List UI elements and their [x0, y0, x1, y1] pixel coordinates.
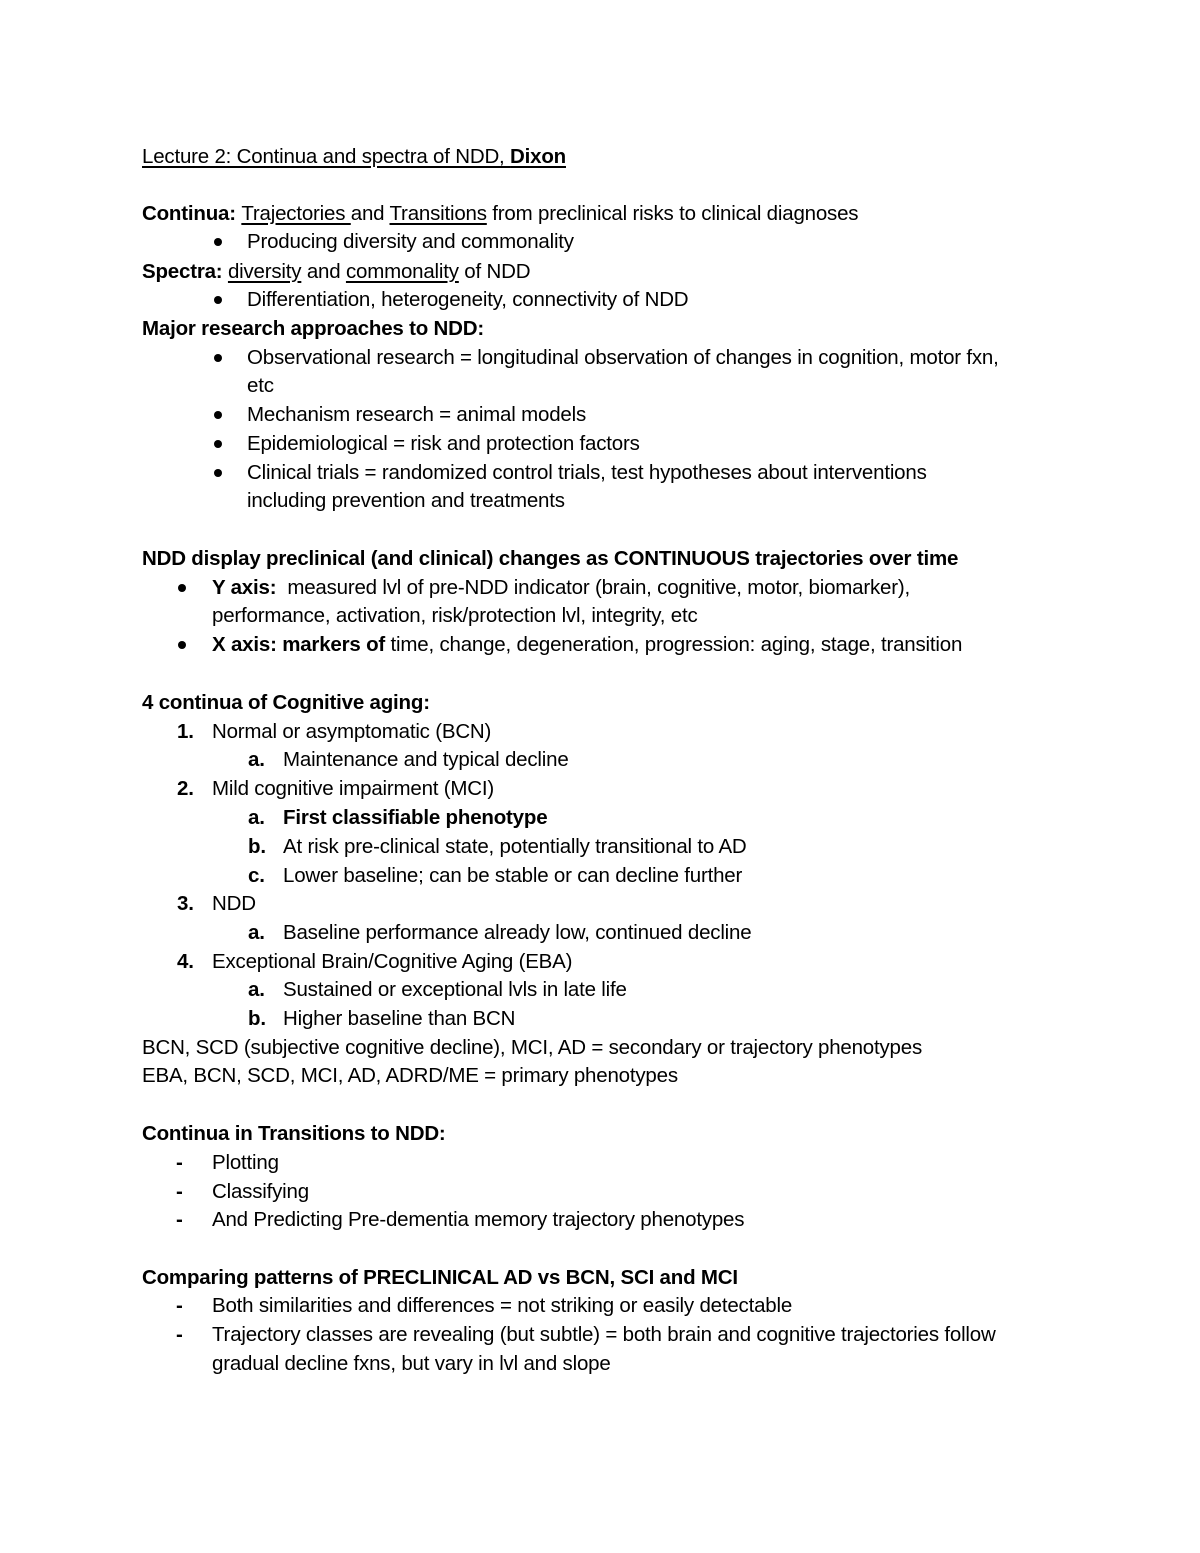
sublist-letter: a. [248, 748, 265, 771]
dash-marker: - [176, 1323, 183, 1346]
sublist-letter: a. [248, 921, 265, 944]
sublist-letter: a. [248, 806, 265, 829]
dash-marker: - [176, 1294, 183, 1317]
list-item: Classifying [212, 1180, 309, 1203]
bullet-icon [214, 238, 222, 246]
list-item: Plotting [212, 1151, 279, 1174]
list-number: 1. [177, 720, 194, 743]
sublist-letter: b. [248, 835, 266, 858]
spectra-definition: Spectra: diversity and commonality of NDD [142, 260, 531, 283]
list-item-continued: performance, activation, risk/protection lvl, integrity, etc [212, 604, 698, 627]
sublist-letter: a. [248, 978, 265, 1001]
list-item: Both similarities and differences = not striking or easily detectable [212, 1294, 793, 1317]
list-number: 4. [177, 950, 194, 973]
bullet-icon [214, 354, 222, 362]
list-item: First classifiable phenotype [283, 806, 548, 829]
sublist-letter: b. [248, 1007, 266, 1030]
list-item: Trajectory classes are revealing (but subtle) = both brain and cognitive trajectories follow [212, 1323, 996, 1346]
list-item: At risk pre-clinical state, potentially transitional to AD [283, 835, 747, 858]
bullet-icon [214, 296, 222, 304]
list-number: 2. [177, 777, 194, 800]
list-item: Baseline performance already low, continued decline [283, 921, 752, 944]
list-item: X axis: markers of time, change, degeneration, progression: aging, stage, transition [212, 633, 963, 656]
list-item: Lower baseline; can be stable or can decline further [283, 864, 743, 887]
list-item-continued: gradual decline fxns, but vary in lvl and slope [212, 1352, 611, 1375]
bullet-icon [178, 584, 186, 592]
list-item: Observational research = longitudinal observation of changes in cognition, motor fxn, [247, 346, 999, 369]
dash-marker: - [176, 1180, 183, 1203]
section-heading: Major research approaches to NDD: [142, 317, 485, 340]
page-title: Lecture 2: Continua and spectra of NDD, Dixon [142, 145, 566, 168]
list-item: Mechanism research = animal models [247, 403, 586, 426]
sublist-letter: c. [248, 864, 265, 887]
bullet-icon [214, 440, 222, 448]
list-item: Exceptional Brain/Cognitive Aging (EBA) [212, 950, 573, 973]
section-heading: 4 continua of Cognitive aging: [142, 691, 430, 714]
list-item: NDD [212, 892, 256, 915]
paragraph: BCN, SCD (subjective cognitive decline), MCI, AD = secondary or trajectory phenotypes [142, 1036, 922, 1059]
list-item: Higher baseline than BCN [283, 1007, 516, 1030]
dash-marker: - [176, 1208, 183, 1231]
paragraph: EBA, BCN, SCD, MCI, AD, ADRD/ME = primary phenotypes [142, 1064, 678, 1087]
section-heading: Comparing patterns of PRECLINICAL AD vs BCN, SCI and MCI [142, 1266, 738, 1289]
author-name: Dixon [510, 145, 566, 168]
dash-marker: - [176, 1151, 183, 1174]
list-item: Mild cognitive impairment (MCI) [212, 777, 495, 800]
list-item: Sustained or exceptional lvls in late life [283, 978, 627, 1001]
list-item: Differentiation, heterogeneity, connectivity of NDD [247, 288, 689, 311]
list-item-continued: etc [247, 374, 274, 397]
bullet-icon [214, 411, 222, 419]
list-item: Normal or asymptomatic (BCN) [212, 720, 492, 743]
list-item: Maintenance and typical decline [283, 748, 569, 771]
list-item: And Predicting Pre-dementia memory trajectory phenotypes [212, 1208, 745, 1231]
list-number: 3. [177, 892, 194, 915]
list-item: Y axis: measured lvl of pre-NDD indicator (brain, cognitive, motor, biomarker), [212, 576, 910, 599]
bullet-icon [214, 469, 222, 477]
section-heading: Continua in Transitions to NDD: [142, 1122, 446, 1145]
bullet-icon [178, 641, 186, 649]
list-item-continued: including prevention and treatments [247, 489, 565, 512]
list-item: Epidemiological = risk and protection factors [247, 432, 640, 455]
list-item: Producing diversity and commonality [247, 230, 574, 253]
continua-definition: Continua: Trajectories and Transitions from preclinical risks to clinical diagnoses [142, 202, 859, 225]
section-heading: NDD display preclinical (and clinical) changes as CONTINUOUS trajectories over time [142, 547, 959, 570]
list-item: Clinical trials = randomized control trials, test hypotheses about interventions [247, 461, 927, 484]
